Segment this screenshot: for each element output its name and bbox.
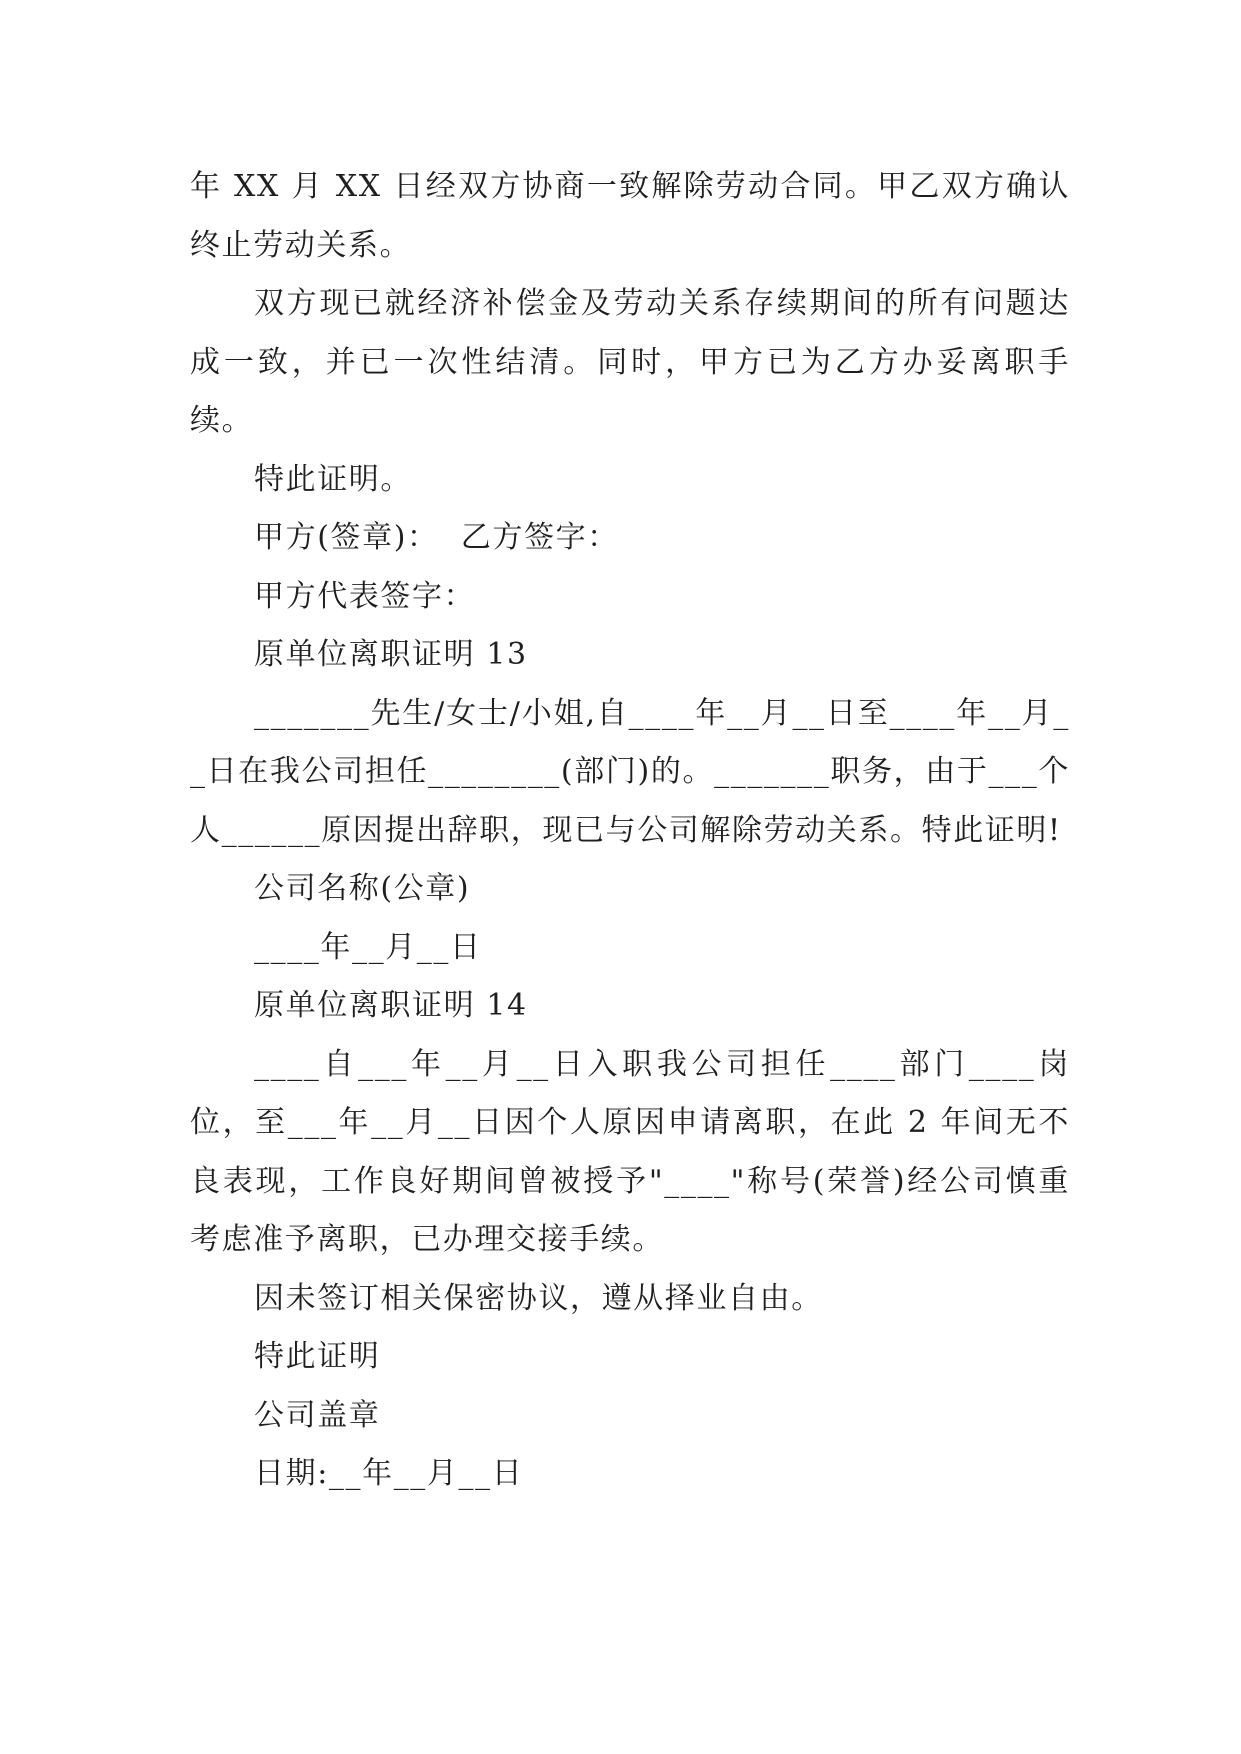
paragraph-company-stamp-14: 公司盖章 bbox=[254, 1397, 381, 1433]
paragraph-representative-signature: 甲方代表签字： bbox=[254, 578, 476, 614]
paragraph-compensation-settled: 双方现已就经济补偿金及劳动关系存续期间的所有问题达成一致，并已一次性结清。同时，甲方已为乙方办妥离职手续。 bbox=[190, 286, 1070, 438]
paragraph-company-seal-13: 公司名称(公章) bbox=[254, 871, 471, 906]
paragraph-resignation-13: _______先生/女士/小姐,自____年__月__日至____年__月__日在我公司担任________(部门)的。_______职务，由于___个人______原因提出辞职，现已与公司解除劳动关系。特此证明! bbox=[190, 695, 1070, 848]
paragraph-signatures: 甲方(签章)： 乙方签字： bbox=[254, 520, 619, 555]
section-title-13: 原单位离职证明 13 bbox=[254, 637, 528, 672]
section-title-14: 原单位离职证明 14 bbox=[254, 988, 528, 1023]
paragraph-hereby-certify-14: 特此证明 bbox=[254, 1339, 381, 1374]
paragraph-termination-confirmation: 年 XX 月 XX 日经双方协商一致解除劳动合同。甲乙双方确认终止劳动关系。 bbox=[190, 169, 1070, 263]
paragraph-confidentiality: 因未签订相关保密协议，遵从择业自由。 bbox=[254, 1280, 823, 1316]
paragraph-date-13: ____年__月__日 bbox=[254, 929, 482, 965]
paragraph-resignation-14: ____自___年__月__日入职我公司担任____部门____岗位，至___年__月__日因个人原因申请离职，在此 2 年间无不良表现，工作良好期间曾被授予"____"称号(荣誉)经公司慎重考虑准予离职，已办理交接手续。 bbox=[190, 1046, 1070, 1257]
paragraph-date-14: 日期:__年__月__日 bbox=[254, 1456, 524, 1491]
paragraph-hereby-certify: 特此证明。 bbox=[254, 461, 412, 497]
document-body bbox=[190, 158, 1070, 1504]
